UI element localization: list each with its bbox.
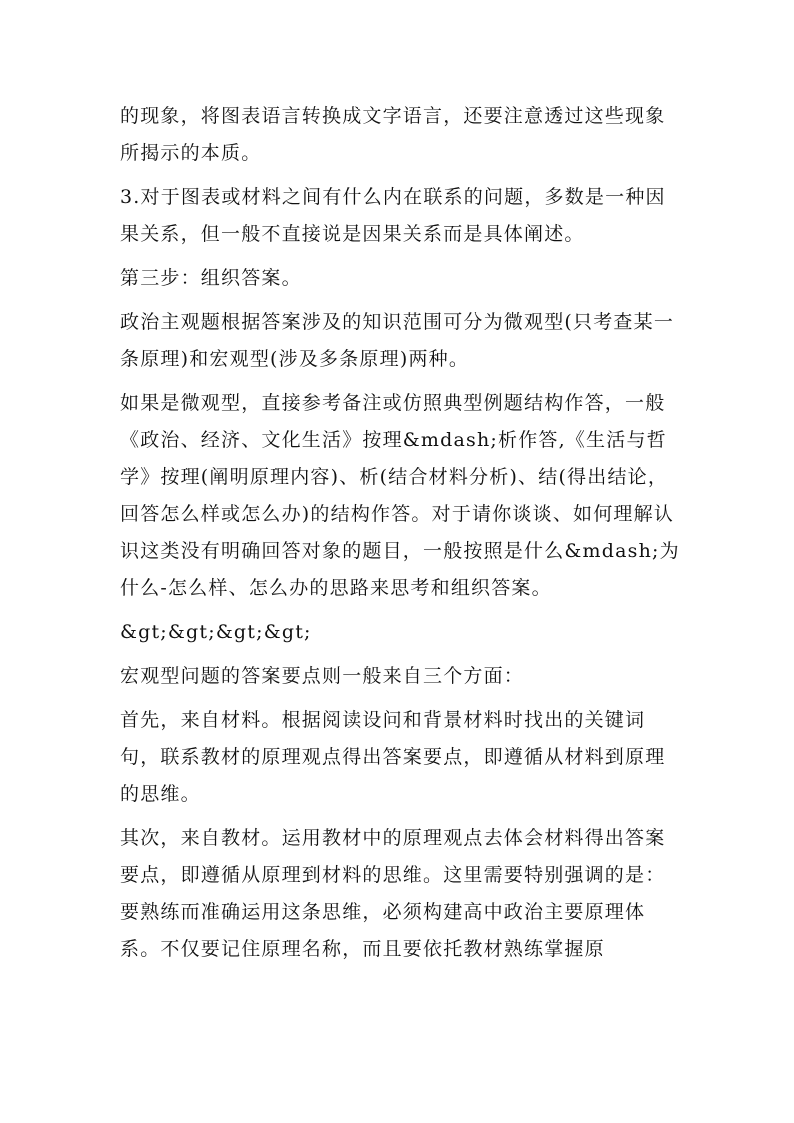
- paragraph-3: 第三步：组织答案。: [120, 267, 302, 289]
- paragraph-6: &gt;&gt;&gt;&gt;: [120, 621, 312, 643]
- paragraph-8: 首先，来自材料。根据阅读设问和背景材料时找出的关键词句，联系教材的原理观点得出答案要点，即遵循从材料到原理的思维。: [120, 709, 666, 805]
- paragraph-1: 的现象，将图表语言转换成文字语言，还要注意透过这些现象所揭示的本质。: [120, 105, 666, 164]
- paragraph-5: 如果是微观型，直接参考备注或仿照典型例题结构作答，一般《政治、经济、文化生活》按理&mdash;析作答,《生活与哲学》按理(阐明原理内容)、析(结合材料分析)、结(得出结论，回答怎么样或怎么办)的结构作答。对于请你谈谈、如何理解认识这类没有明确回答对象的题目，一般按照是什么&mdash;为什么-怎么样、怎么办的思路来思考和组织答案。: [120, 392, 680, 599]
- paragraph-7: 宏观型问题的答案要点则一般来自三个方面：: [120, 665, 525, 687]
- paragraph-9: 其次，来自教材。运用教材中的原理观点去体会材料得出答案要点，即遵循从原理到材料的思维。这里需要特别强调的是：要熟练而准确运用这条思维，必须构建高中政治主要原理体系。不仅要记住原理名称，而且要依托教材熟练掌握原: [120, 827, 666, 960]
- paragraph-4: 政治主观题根据答案涉及的知识范围可分为微观型(只考查某一条原理)和宏观型(涉及多条原理)两种。: [120, 311, 675, 370]
- document-body: [120, 98, 680, 975]
- paragraph-2: 3.对于图表或材料之间有什么内在联系的问题，多数是一种因果关系，但一般不直接说是因果关系而是具体阐述。: [120, 186, 666, 245]
